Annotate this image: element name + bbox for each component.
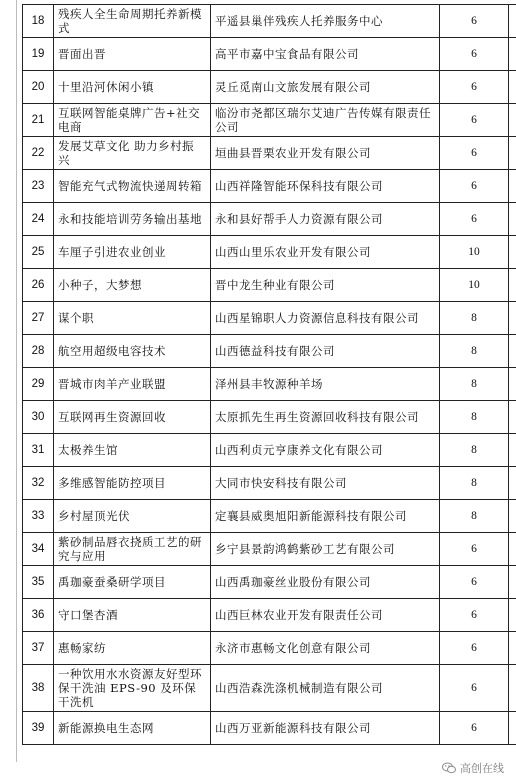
organization-name: 山西万亚新能源科技有限公司 — [211, 712, 440, 745]
row-number: 28 — [23, 335, 54, 368]
blank-cell — [509, 335, 516, 368]
score-value: 6 — [440, 170, 509, 203]
blank-cell — [509, 401, 516, 434]
score-value: 6 — [440, 38, 509, 71]
row-number: 31 — [23, 434, 54, 467]
table-row — [23, 467, 516, 500]
organization-name: 太原抓先生再生资源回收科技有限公司 — [211, 401, 440, 434]
score-value: 6 — [440, 665, 509, 712]
row-number: 37 — [23, 632, 54, 665]
blank-cell — [509, 71, 516, 104]
score-value: 6 — [440, 104, 509, 137]
blank-cell — [509, 712, 516, 745]
organization-name: 平遥县巢伴残疾人托养服务中心 — [211, 5, 440, 38]
score-value: 8 — [440, 368, 509, 401]
score-value: 6 — [440, 203, 509, 236]
row-number: 29 — [23, 368, 54, 401]
organization-name: 山西浩森洗涤机械制造有限公司 — [211, 665, 440, 712]
project-name: 禹珈豪蚕桑研学项目 — [54, 566, 211, 599]
table-row — [23, 203, 516, 236]
project-name: 残疾人全生命周期托养新模式 — [54, 5, 211, 38]
blank-cell — [509, 467, 516, 500]
organization-name: 泽州县丰牧源种羊场 — [211, 368, 440, 401]
score-value: 6 — [440, 712, 509, 745]
score-value: 8 — [440, 335, 509, 368]
project-name: 互联网智能桌牌广告+社交电商 — [54, 104, 211, 137]
project-name: 乡村屋顶光伏 — [54, 500, 211, 533]
score-value: 6 — [440, 71, 509, 104]
table-row — [23, 500, 516, 533]
organization-name: 晋中龙生种业有限公司 — [211, 269, 440, 302]
blank-cell — [509, 434, 516, 467]
organization-name: 山西巨林农业开发有限责任公司 — [211, 599, 440, 632]
table-row — [23, 71, 516, 104]
blank-cell — [509, 137, 516, 170]
table-row — [23, 665, 516, 712]
table-row — [23, 335, 516, 368]
blank-cell — [509, 269, 516, 302]
blank-cell — [509, 236, 516, 269]
organization-name: 山西星锦职人力资源信息科技有限公司 — [211, 302, 440, 335]
project-name: 智能充气式物流快递周转箱 — [54, 170, 211, 203]
table-row — [23, 599, 516, 632]
score-value: 10 — [440, 236, 509, 269]
project-name: 互联网再生资源回收 — [54, 401, 211, 434]
score-value: 6 — [440, 632, 509, 665]
row-number: 38 — [23, 665, 54, 712]
blank-cell — [509, 302, 516, 335]
score-value: 10 — [440, 269, 509, 302]
row-number: 27 — [23, 302, 54, 335]
blank-cell — [509, 38, 516, 71]
organization-name: 山西利贞元亨康养文化有限公司 — [211, 434, 440, 467]
row-number: 22 — [23, 137, 54, 170]
row-number: 21 — [23, 104, 54, 137]
blank-cell — [509, 5, 516, 38]
table-row — [23, 236, 516, 269]
organization-name: 乡宁县景韵鸿鹤紫砂工艺有限公司 — [211, 533, 440, 566]
row-number: 35 — [23, 566, 54, 599]
score-value: 8 — [440, 401, 509, 434]
organization-name: 灵丘觅南山文旅发展有限公司 — [211, 71, 440, 104]
project-name: 一种饮用水水资源友好型环保干洗油 EPS-90 及环保干洗机 — [54, 665, 211, 712]
row-number: 19 — [23, 38, 54, 71]
project-name: 航空用超级电容技术 — [54, 335, 211, 368]
table-row — [23, 302, 516, 335]
table-row — [23, 5, 516, 38]
row-number: 32 — [23, 467, 54, 500]
blank-cell — [509, 170, 516, 203]
row-number: 34 — [23, 533, 54, 566]
project-name: 守口堡杏酒 — [54, 599, 211, 632]
organization-name: 垣曲县晋栗农业开发有限公司 — [211, 137, 440, 170]
row-number: 25 — [23, 236, 54, 269]
watermark-text: 高创在线 — [460, 762, 504, 775]
project-name: 车厘子引进农业创业 — [54, 236, 211, 269]
table-row — [23, 104, 516, 137]
blank-cell — [509, 533, 516, 566]
table-row — [23, 401, 516, 434]
project-name: 谋个职 — [54, 302, 211, 335]
organization-name: 永和县好帮手人力资源有限公司 — [211, 203, 440, 236]
blank-cell — [509, 599, 516, 632]
table-row — [23, 533, 516, 566]
table-row — [23, 712, 516, 745]
row-number: 39 — [23, 712, 54, 745]
project-name: 新能源换电生态网 — [54, 712, 211, 745]
row-number: 26 — [23, 269, 54, 302]
row-number: 36 — [23, 599, 54, 632]
score-value: 8 — [440, 302, 509, 335]
organization-name: 大同市快安科技有限公司 — [211, 467, 440, 500]
score-value: 8 — [440, 467, 509, 500]
score-value: 6 — [440, 599, 509, 632]
table-row — [23, 269, 516, 302]
row-number: 18 — [23, 5, 54, 38]
score-value: 6 — [440, 566, 509, 599]
project-name: 紫砂制品唇衣挠质工艺的研究与应用 — [54, 533, 211, 566]
table-row — [23, 368, 516, 401]
blank-cell — [509, 500, 516, 533]
score-value: 8 — [440, 434, 509, 467]
table-row — [23, 170, 516, 203]
blank-cell — [509, 632, 516, 665]
project-name: 多维感智能防控项目 — [54, 467, 211, 500]
project-name: 晋面出晋 — [54, 38, 211, 71]
blank-cell — [509, 566, 516, 599]
row-number: 20 — [23, 71, 54, 104]
watermark — [442, 760, 504, 776]
project-name: 小种子，大梦想 — [54, 269, 211, 302]
table-row — [23, 38, 516, 71]
organization-name: 山西祥隆智能环保科技有限公司 — [211, 170, 440, 203]
row-number: 33 — [23, 500, 54, 533]
project-name: 晋城市肉羊产业联盟 — [54, 368, 211, 401]
organization-name: 山西禹珈豪丝业股份有限公司 — [211, 566, 440, 599]
award-table — [22, 4, 516, 745]
row-number: 24 — [23, 203, 54, 236]
blank-cell — [509, 368, 516, 401]
table-row — [23, 137, 516, 170]
project-name: 惠畅家纺 — [54, 632, 211, 665]
table-row — [23, 566, 516, 599]
organization-name: 临汾市尧都区瑞尔艾迪广告传媒有限责任公司 — [211, 104, 440, 137]
organization-name: 山西德益科技有限公司 — [211, 335, 440, 368]
row-number: 30 — [23, 401, 54, 434]
table-row — [23, 434, 516, 467]
organization-name: 定襄县威奥旭阳新能源科技有限公司 — [211, 500, 440, 533]
blank-cell — [509, 203, 516, 236]
organization-name: 高平市嘉中宝食品有限公司 — [211, 38, 440, 71]
project-name: 太极养生馆 — [54, 434, 211, 467]
score-value: 6 — [440, 533, 509, 566]
project-name: 发展艾草文化 助力乡村振兴 — [54, 137, 211, 170]
wechat-icon — [442, 762, 456, 774]
blank-cell — [509, 104, 516, 137]
organization-name: 山西山里乐农业开发有限公司 — [211, 236, 440, 269]
blank-cell — [509, 665, 516, 712]
project-name: 十里沿河休闲小镇 — [54, 71, 211, 104]
award-table-body — [23, 5, 516, 745]
project-name: 永和技能培训劳务输出基地 — [54, 203, 211, 236]
table-row — [23, 632, 516, 665]
score-value: 6 — [440, 137, 509, 170]
organization-name: 永济市惠畅文化创意有限公司 — [211, 632, 440, 665]
row-number: 23 — [23, 170, 54, 203]
score-value: 8 — [440, 500, 509, 533]
page-margin-line — [16, 0, 17, 762]
score-value: 6 — [440, 5, 509, 38]
